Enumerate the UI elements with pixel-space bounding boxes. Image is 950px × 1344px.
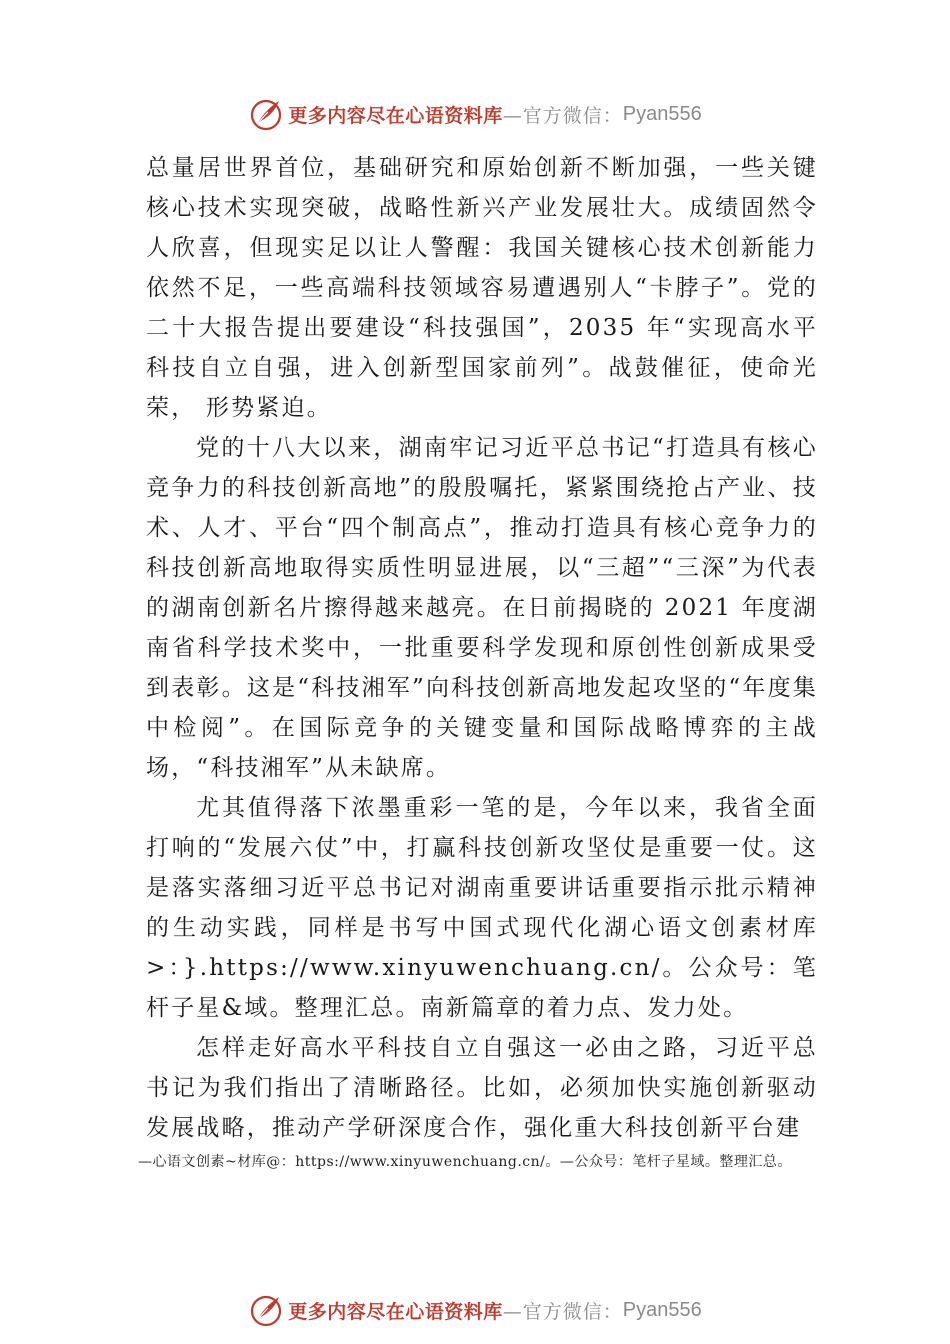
paragraph-2: 党的十八大以来，湖南牢记习近平总书记“打造具有核心竞争力的科技创新高地”的殷殷嘱托，紧紧围绕抢占产业、技术、人才、平台“四个制高点”，推动打造具有核心竞争力的科技创新高地取得实质性明显进展，以“三超”“三深”为代表的湖南创新名片擦得越来越亮。在日前揭晓的 2021 年度湖南省科学技术奖中，一批重要科学发现和原创性创新成果受到表彰。这是“科技湘军”向科技创新高地发起攻坚的“年度集中检阅”。在国际竞争的关键变量和国际战略博弈的主战场，“科技湘军”从未缺席。	[146, 435, 818, 781]
banner-wechat-id: Pyan556	[622, 102, 702, 125]
document-body	[146, 148, 818, 1148]
feather-pen-circle-icon	[248, 1292, 284, 1328]
banner-library-text: 更多内容尽在心语资料库	[288, 104, 503, 127]
banner-wechat-label: —官方微信：	[502, 1300, 623, 1323]
paragraph-3: 尤其值得落下浓墨重彩一笔的是，今年以来，我省全面打响的“发展六仗”中，打赢科技创新攻坚仗是重要一仗。这是落实落细习近平总书记对湖南重要讲话重要指示批示精神的生动实践，同样是书写中国式现代化湖心语文创素材库>：}.https://www.xinyuwenchuang.cn/。公众号：笔杆子星&域。整理汇总。南新篇章的着力点、发力处。	[146, 795, 818, 1021]
feather-pen-circle-icon	[248, 96, 284, 132]
banner-library-text: 更多内容尽在心语资料库	[288, 1300, 503, 1323]
banner-wechat-label: —官方微信：	[502, 104, 623, 127]
paragraph-1: 总量居世界首位，基础研究和原始创新不断加强，一些关键核心技术实现突破，战略性新兴产业发展壮大。成绩固然令人欣喜，但现实足以让人警醒：我国关键核心技术创新能力依然不足，一些高端科技领域容易遭遇别人“卡脖子”。党的二十大报告提出要建设“科技强国”，2035 年“实现高水平科技自立自强，进入创新型国家前列”。战鼓催征，使命光荣， 形势紧迫。	[146, 155, 818, 421]
footer-banner	[0, 1290, 950, 1330]
paragraph-4: 怎样走好高水平科技自立自强这一必由之路，习近平总书记为我们指出了清晰路径。比如，必须加快实施创新驱动发展战略，推动产学研深度合作，强化重大科技创新平台建	[146, 1035, 818, 1141]
footnote: —心语文创素~材库@：https://www.xinyuwenchuang.cn/。—公众号：笔杆子星域。整理汇总。	[138, 1154, 792, 1170]
header-banner	[0, 94, 950, 134]
banner-wechat-id: Pyan556	[622, 1298, 702, 1321]
